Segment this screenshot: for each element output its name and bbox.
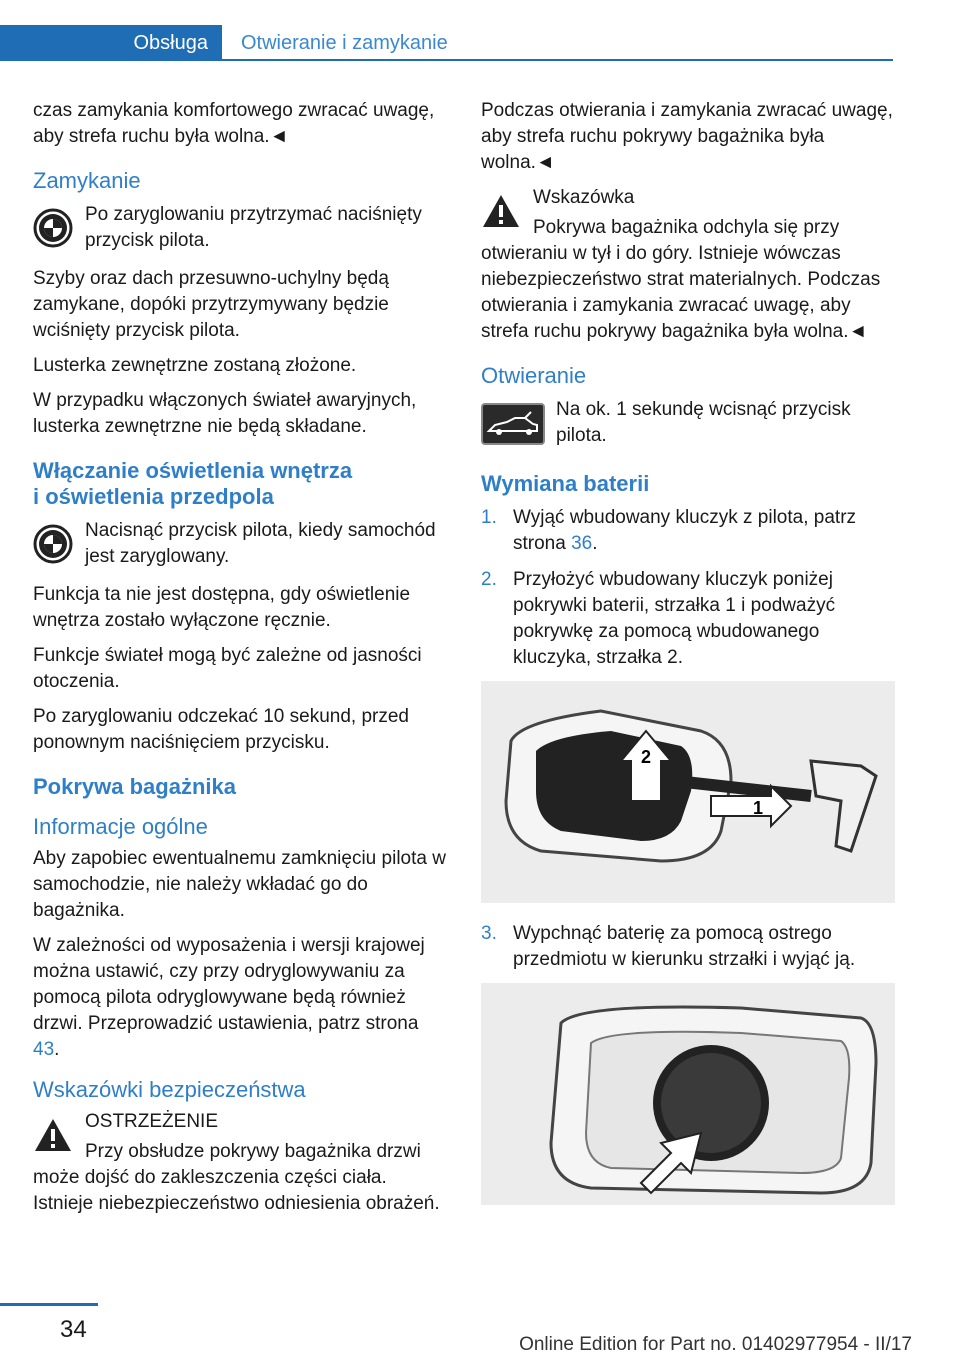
footer-rule [0, 1303, 98, 1306]
open-instruction [481, 397, 897, 453]
key-cover-removal-figure [481, 681, 895, 903]
light-p2: Funkcje świateł mogą być zależne od jasności otoczenia. [33, 645, 422, 692]
light-heading-line2: i oświetlenia przedpola [33, 484, 274, 509]
section-tab[interactable]: Otwieranie i zamykanie [241, 32, 448, 54]
left-column [33, 98, 449, 1226]
closing-p3: W przypadku włączonych świateł awaryjnych, lusterka zewnętrzne nie będą składane. [33, 390, 417, 437]
list-item [481, 567, 897, 671]
general-p2 [33, 933, 449, 1063]
step-end: . [592, 533, 598, 554]
page-link-43[interactable]: 43 [33, 1039, 55, 1060]
open-icon-text: Na ok. 1 sekundę wcisnąć przycisk pilota. [556, 399, 851, 446]
arrow-label-2: 2 [641, 747, 652, 767]
general-p2-end: . [54, 1039, 60, 1060]
bmw-key-button-icon [33, 208, 73, 253]
trunk-heading: Pokrywa bagażnika [33, 774, 236, 799]
closing-icon-text: Po zaryglowaniu przytrzymać naciśnięty przycisk pilota. [85, 204, 422, 251]
step-number: 1. [481, 507, 497, 528]
light-heading [33, 458, 449, 510]
warning-title: OSTRZEŻENIE [85, 1111, 219, 1132]
closing-heading: Zamykanie [33, 168, 141, 193]
page-link-36[interactable]: 36 [571, 533, 593, 554]
left-intro: czas zamykania komfortowego zwracać uwagę, aby strefa ruchu była wolna.◄ [33, 100, 435, 147]
trunk-button-icon [481, 403, 545, 450]
arrow-label-1: 1 [753, 798, 764, 818]
edition-note: Online Edition for Part no. 01402977954 - II/17 [519, 1334, 912, 1355]
warning-triangle-icon [481, 193, 521, 234]
safety-heading: Wskazówki bezpieczeństwa [33, 1077, 306, 1102]
step-text: Przyłożyć wbudowany kluczyk poniżej pokrywki baterii, strzałka 1 i podważyć pokrywkę za pomocą wbudowanego kluczyka, strzałka 2. [513, 569, 836, 668]
warning-block [33, 1109, 449, 1217]
battery-steps-continued [481, 921, 897, 973]
note-text: Pokrywa bagażnika odchyla się przy otwieraniu w tył i do góry. Istnieje wówczas niebezpieczeństwo strat materialnych. Podczas otwierania i zamykania zwracać uwagę, aby strefa ruchu pokrywy bagażnika była wolna.◄ [481, 217, 881, 342]
general-p1: Aby zapobiec ewentualnemu zamknięciu pilota w samochodzie, nie należy wkładać go do bagażnika. [33, 848, 446, 921]
right-column [481, 98, 897, 1223]
step-number: 2. [481, 569, 497, 590]
step-number: 3. [481, 923, 497, 944]
light-p1: Funkcja ta nie jest dostępna, gdy oświetlenie wnętrza zostało wyłączone ręcznie. [33, 584, 411, 631]
list-item [481, 505, 897, 557]
list-item [481, 921, 897, 973]
battery-push-figure [481, 983, 895, 1205]
note-block [481, 185, 897, 345]
header-tabbar [0, 25, 893, 61]
warning-text: Przy obsłudze pokrywy bagażnika drzwi może dojść do zakleszczenia części ciała. Istnieje niebezpieczeństwo odniesienia obrażeń. [33, 1141, 440, 1214]
light-heading-line1: Włączanie oświetlenia wnętrza [33, 458, 353, 483]
warning-triangle-icon [33, 1117, 73, 1158]
page-number: 34 [60, 1316, 87, 1343]
light-icon-text: Nacisnąć przycisk pilota, kiedy samochód jest zaryglowany. [85, 520, 436, 567]
closing-p1: Szyby oraz dach przesuwno-uchylny będą zamykane, dopóki przytrzymywany będzie wciśnięty przycisk pilota. [33, 268, 389, 341]
chapter-tab[interactable]: Obsługa [0, 25, 222, 61]
right-intro: Podczas otwierania i zamykania zwracać uwagę, aby strefa ruchu pokrywy bagażnika była wolna.◄ [481, 100, 893, 173]
general-heading: Informacje ogólne [33, 814, 208, 839]
header-rule [222, 59, 893, 61]
bmw-key-button-icon [33, 524, 73, 569]
battery-steps [481, 505, 897, 671]
closing-p2: Lusterka zewnętrzne zostaną złożone. [33, 355, 357, 376]
battery-heading: Wymiana baterii [481, 471, 650, 496]
general-p2-text: W zależności od wyposażenia i wersji krajowej można ustawić, czy przy odryglowywaniu za pomocą pilota odryglowywane będą również drzwi. Przeprowadzić ustawienia, patrz strona [33, 935, 425, 1034]
light-p3: Po zaryglowaniu odczekać 10 sekund, przed ponownym naciśnięciem przycisku. [33, 706, 410, 753]
closing-instruction [33, 202, 449, 258]
step-text: Wypchnąć baterię za pomocą ostrego przedmiotu w kierunku strzałki i wyjąć ją. [513, 923, 856, 970]
step-text: Wyjąć wbudowany kluczyk z pilota, patrz strona [513, 507, 857, 554]
open-heading: Otwieranie [481, 363, 587, 388]
light-instruction [33, 518, 449, 574]
note-title: Wskazówka [533, 187, 635, 208]
